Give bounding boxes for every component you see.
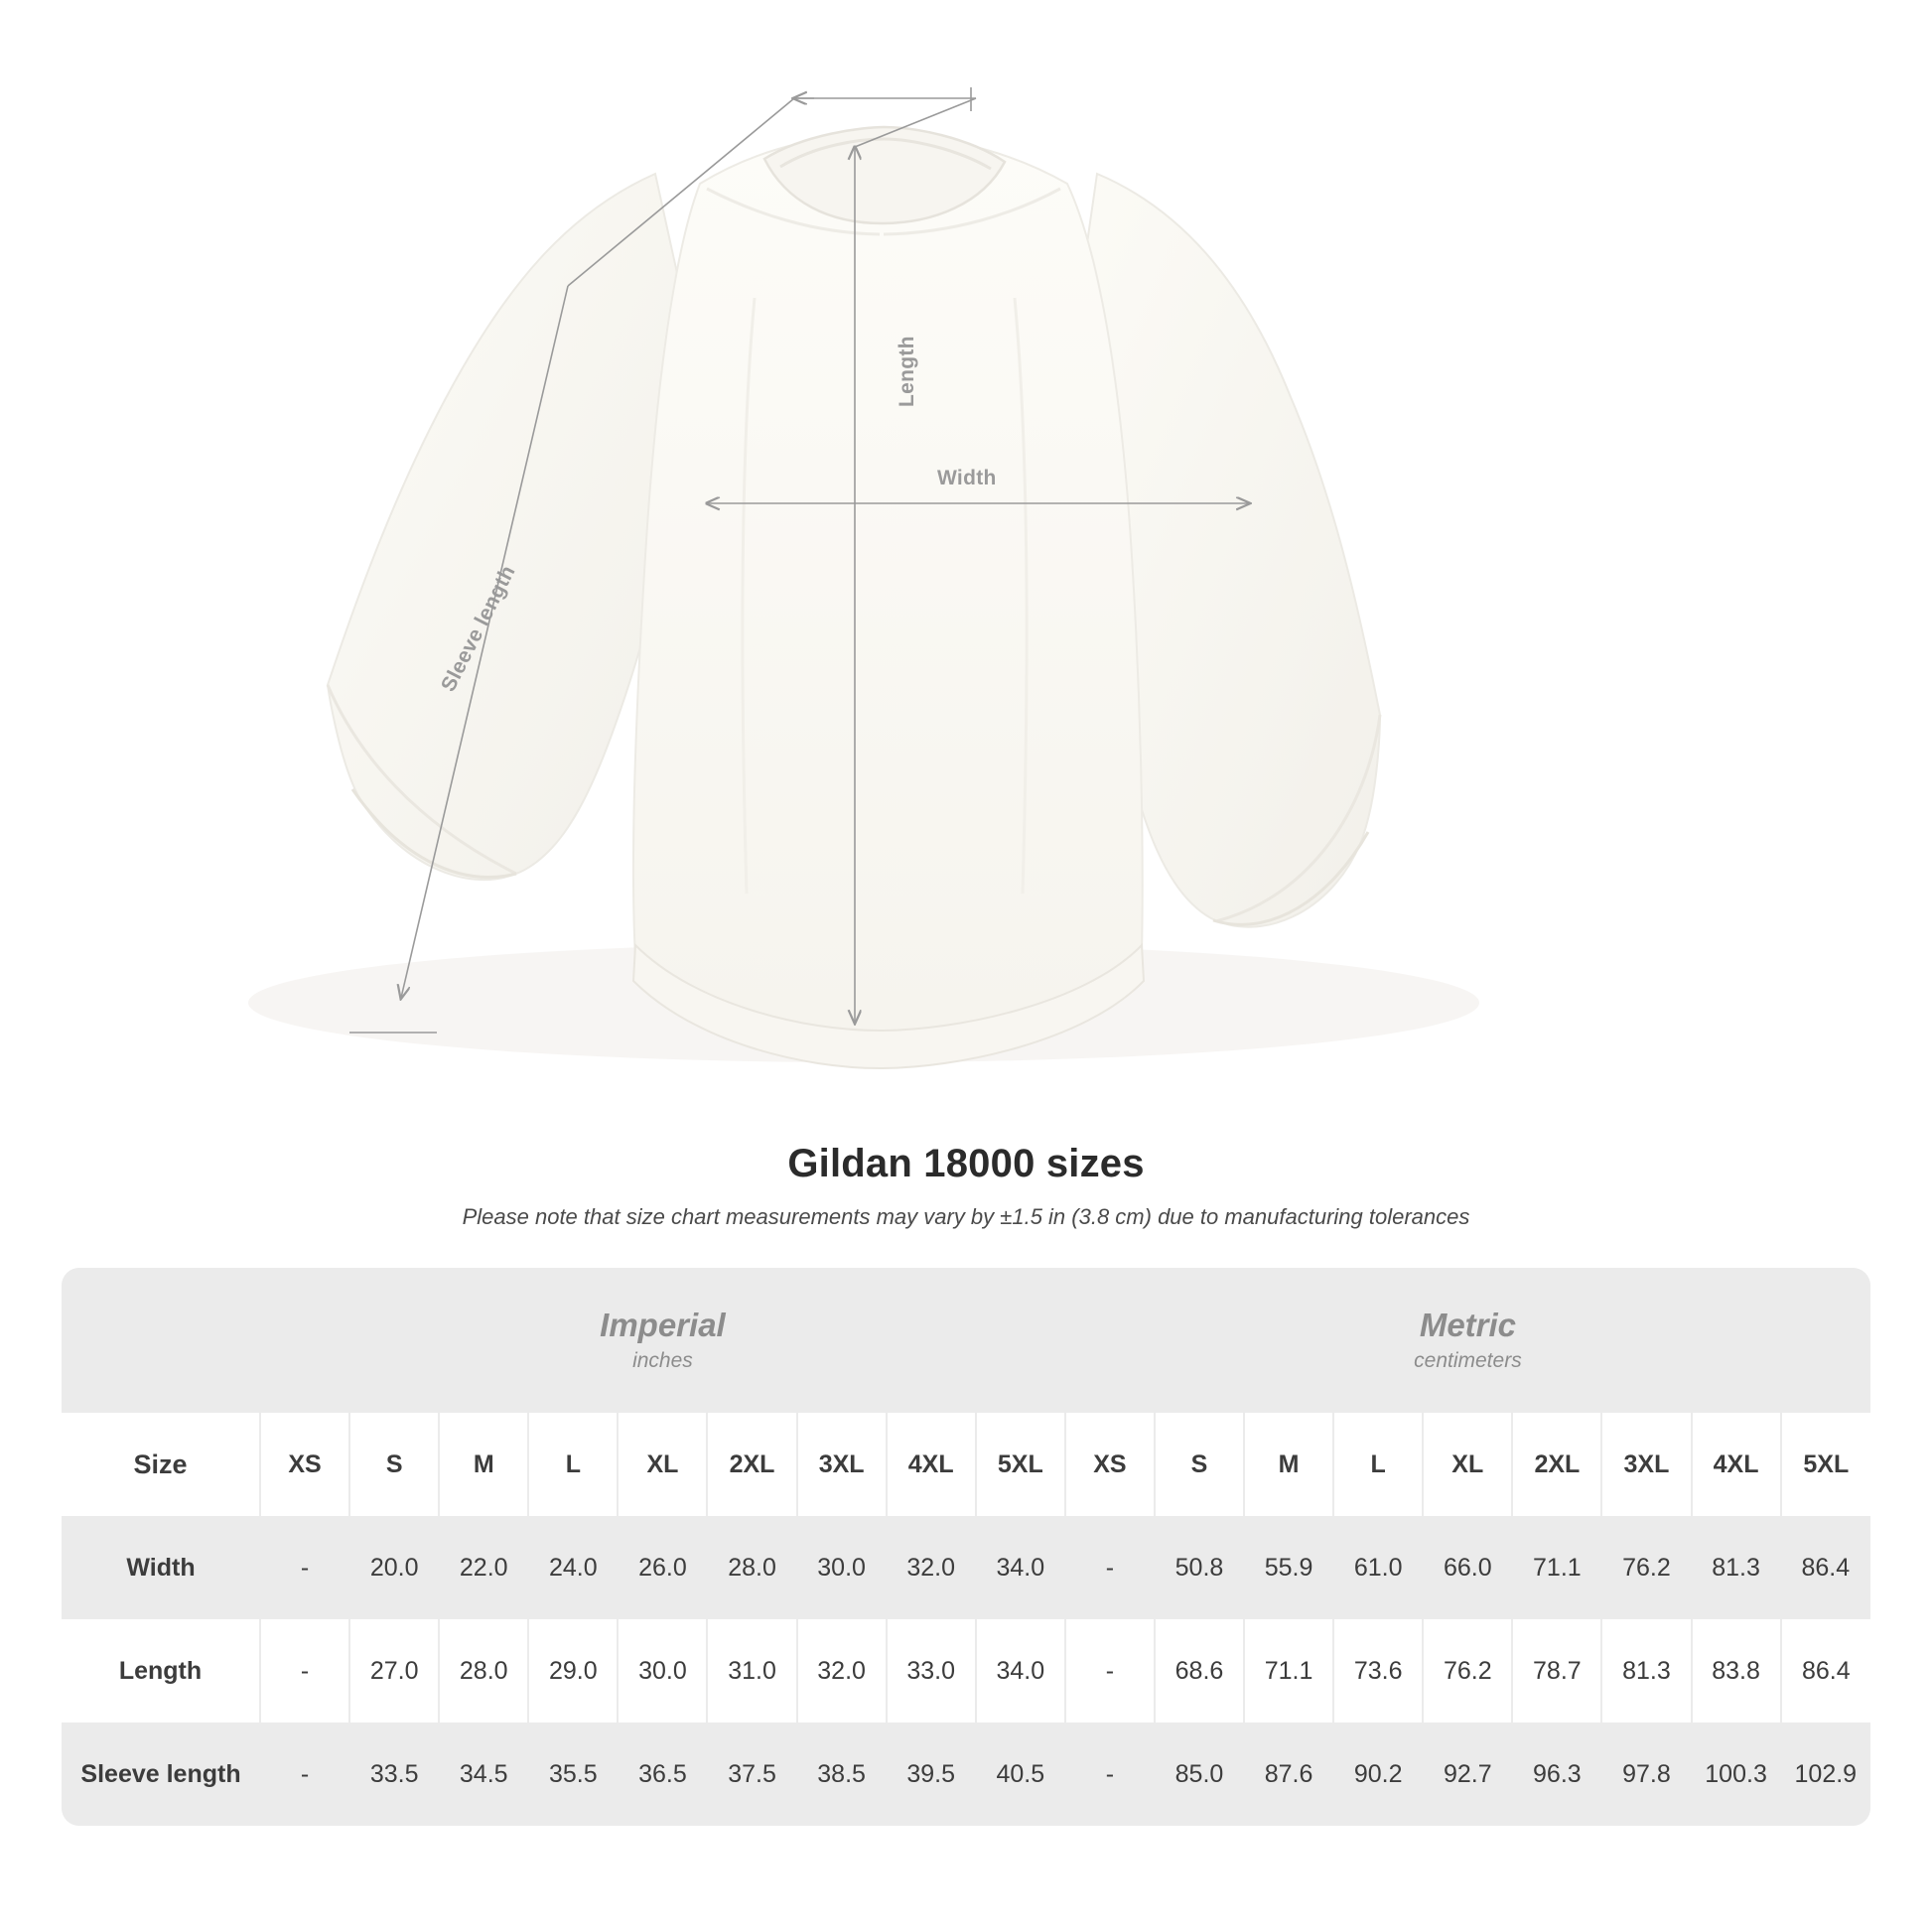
width-metric-s: 50.8: [1155, 1516, 1244, 1619]
length-imperial-5xl: 34.0: [976, 1619, 1065, 1723]
width-imperial-4xl: 32.0: [887, 1516, 976, 1619]
length-imperial-xs: -: [260, 1619, 349, 1723]
metric-unit-cell: [1065, 1268, 1870, 1413]
title-block: [0, 1142, 1932, 1230]
header-metric-m: M: [1244, 1413, 1333, 1516]
page-title: Gildan 18000 sizes: [787, 1142, 1145, 1185]
width-metric-5xl: 86.4: [1781, 1516, 1870, 1619]
sleeve-metric-m: 87.6: [1244, 1723, 1333, 1826]
width-imperial-s: 20.0: [349, 1516, 439, 1619]
length-metric-5xl: 86.4: [1781, 1619, 1870, 1723]
sleeve-imperial-xl: 36.5: [618, 1723, 707, 1826]
row-label-width: Width: [62, 1516, 260, 1619]
width-metric-2xl: 71.1: [1512, 1516, 1601, 1619]
header-imperial-3xl: 3XL: [797, 1413, 887, 1516]
sleeve-metric-3xl: 97.8: [1601, 1723, 1691, 1826]
metric-unit-name: Metric: [1419, 1306, 1517, 1343]
length-metric-xl: 76.2: [1423, 1619, 1512, 1723]
length-metric-m: 71.1: [1244, 1619, 1333, 1723]
sleeve-imperial-l: 35.5: [528, 1723, 618, 1826]
header-metric-s: S: [1155, 1413, 1244, 1516]
sleeve-metric-xs: -: [1065, 1723, 1155, 1826]
size-table-container: [62, 1268, 1870, 1826]
row-label-sleeve-length: Sleeve length: [62, 1723, 260, 1826]
width-metric-m: 55.9: [1244, 1516, 1333, 1619]
width-imperial-xl: 26.0: [618, 1516, 707, 1619]
header-imperial-m: M: [439, 1413, 528, 1516]
table-row-sleeve-length: [62, 1723, 1870, 1826]
length-metric-l: 73.6: [1333, 1619, 1423, 1723]
header-metric-l: L: [1333, 1413, 1423, 1516]
sleeve-metric-5xl: 102.9: [1781, 1723, 1870, 1826]
tolerance-note: Please note that size chart measurements may vary by ±1.5 in (3.8 cm) due to manufacturing tolerances: [462, 1204, 1470, 1229]
width-metric-xl: 66.0: [1423, 1516, 1512, 1619]
header-metric-2xl: 2XL: [1512, 1413, 1601, 1516]
header-metric-4xl: 4XL: [1692, 1413, 1781, 1516]
length-metric-2xl: 78.7: [1512, 1619, 1601, 1723]
header-imperial-s: S: [349, 1413, 439, 1516]
width-metric-4xl: 81.3: [1692, 1516, 1781, 1619]
length-imperial-2xl: 31.0: [707, 1619, 796, 1723]
sleeve-metric-s: 85.0: [1155, 1723, 1244, 1826]
table-row-width: [62, 1516, 1870, 1619]
width-imperial-2xl: 28.0: [707, 1516, 796, 1619]
length-imperial-m: 28.0: [439, 1619, 528, 1723]
imperial-unit-sub: inches: [632, 1348, 693, 1372]
header-metric-xs: XS: [1065, 1413, 1155, 1516]
sleeve-metric-4xl: 100.3: [1692, 1723, 1781, 1826]
unit-header-row: [62, 1268, 1870, 1413]
length-imperial-s: 27.0: [349, 1619, 439, 1723]
length-imperial-xl: 30.0: [618, 1619, 707, 1723]
width-metric-l: 61.0: [1333, 1516, 1423, 1619]
length-imperial-4xl: 33.0: [887, 1619, 976, 1723]
size-header-label: Size: [62, 1413, 260, 1516]
width-imperial-xs: -: [260, 1516, 349, 1619]
header-imperial-l: L: [528, 1413, 618, 1516]
width-imperial-l: 24.0: [528, 1516, 618, 1619]
width-metric-3xl: 76.2: [1601, 1516, 1691, 1619]
metric-unit-sub: centimeters: [1414, 1348, 1522, 1372]
size-header-row: [62, 1413, 1870, 1516]
sleeve-metric-l: 90.2: [1333, 1723, 1423, 1826]
unit-spacer-cell: [62, 1268, 260, 1413]
width-metric-xs: -: [1065, 1516, 1155, 1619]
size-table: [62, 1268, 1870, 1826]
width-imperial-3xl: 30.0: [797, 1516, 887, 1619]
width-imperial-m: 22.0: [439, 1516, 528, 1619]
header-imperial-4xl: 4XL: [887, 1413, 976, 1516]
header-imperial-xl: XL: [618, 1413, 707, 1516]
length-imperial-3xl: 32.0: [797, 1619, 887, 1723]
table-row-length: [62, 1619, 1870, 1723]
header-imperial-2xl: 2XL: [707, 1413, 796, 1516]
sleeve-imperial-xs: -: [260, 1723, 349, 1826]
sleeve-imperial-s: 33.5: [349, 1723, 439, 1826]
sleeve-imperial-2xl: 37.5: [707, 1723, 796, 1826]
sleeve-metric-xl: 92.7: [1423, 1723, 1512, 1826]
width-imperial-5xl: 34.0: [976, 1516, 1065, 1619]
imperial-unit-name: Imperial: [600, 1306, 726, 1343]
header-imperial-5xl: 5XL: [976, 1413, 1065, 1516]
sleeve-metric-2xl: 96.3: [1512, 1723, 1601, 1826]
length-imperial-l: 29.0: [528, 1619, 618, 1723]
sleeve-imperial-m: 34.5: [439, 1723, 528, 1826]
header-metric-xl: XL: [1423, 1413, 1512, 1516]
width-dimension-label: Width: [937, 467, 997, 489]
sleeve-length-dimension-label: Sleeve length: [437, 561, 520, 696]
length-metric-xs: -: [1065, 1619, 1155, 1723]
imperial-unit-cell: [260, 1268, 1065, 1413]
length-metric-s: 68.6: [1155, 1619, 1244, 1723]
length-metric-4xl: 83.8: [1692, 1619, 1781, 1723]
row-label-length: Length: [62, 1619, 260, 1723]
header-metric-3xl: 3XL: [1601, 1413, 1691, 1516]
length-dimension-label: Length: [896, 336, 918, 407]
sleeve-imperial-3xl: 38.5: [797, 1723, 887, 1826]
sleeve-imperial-4xl: 39.5: [887, 1723, 976, 1826]
sleeve-imperial-5xl: 40.5: [976, 1723, 1065, 1826]
header-metric-5xl: 5XL: [1781, 1413, 1870, 1516]
header-imperial-xs: XS: [260, 1413, 349, 1516]
length-metric-3xl: 81.3: [1601, 1619, 1691, 1723]
